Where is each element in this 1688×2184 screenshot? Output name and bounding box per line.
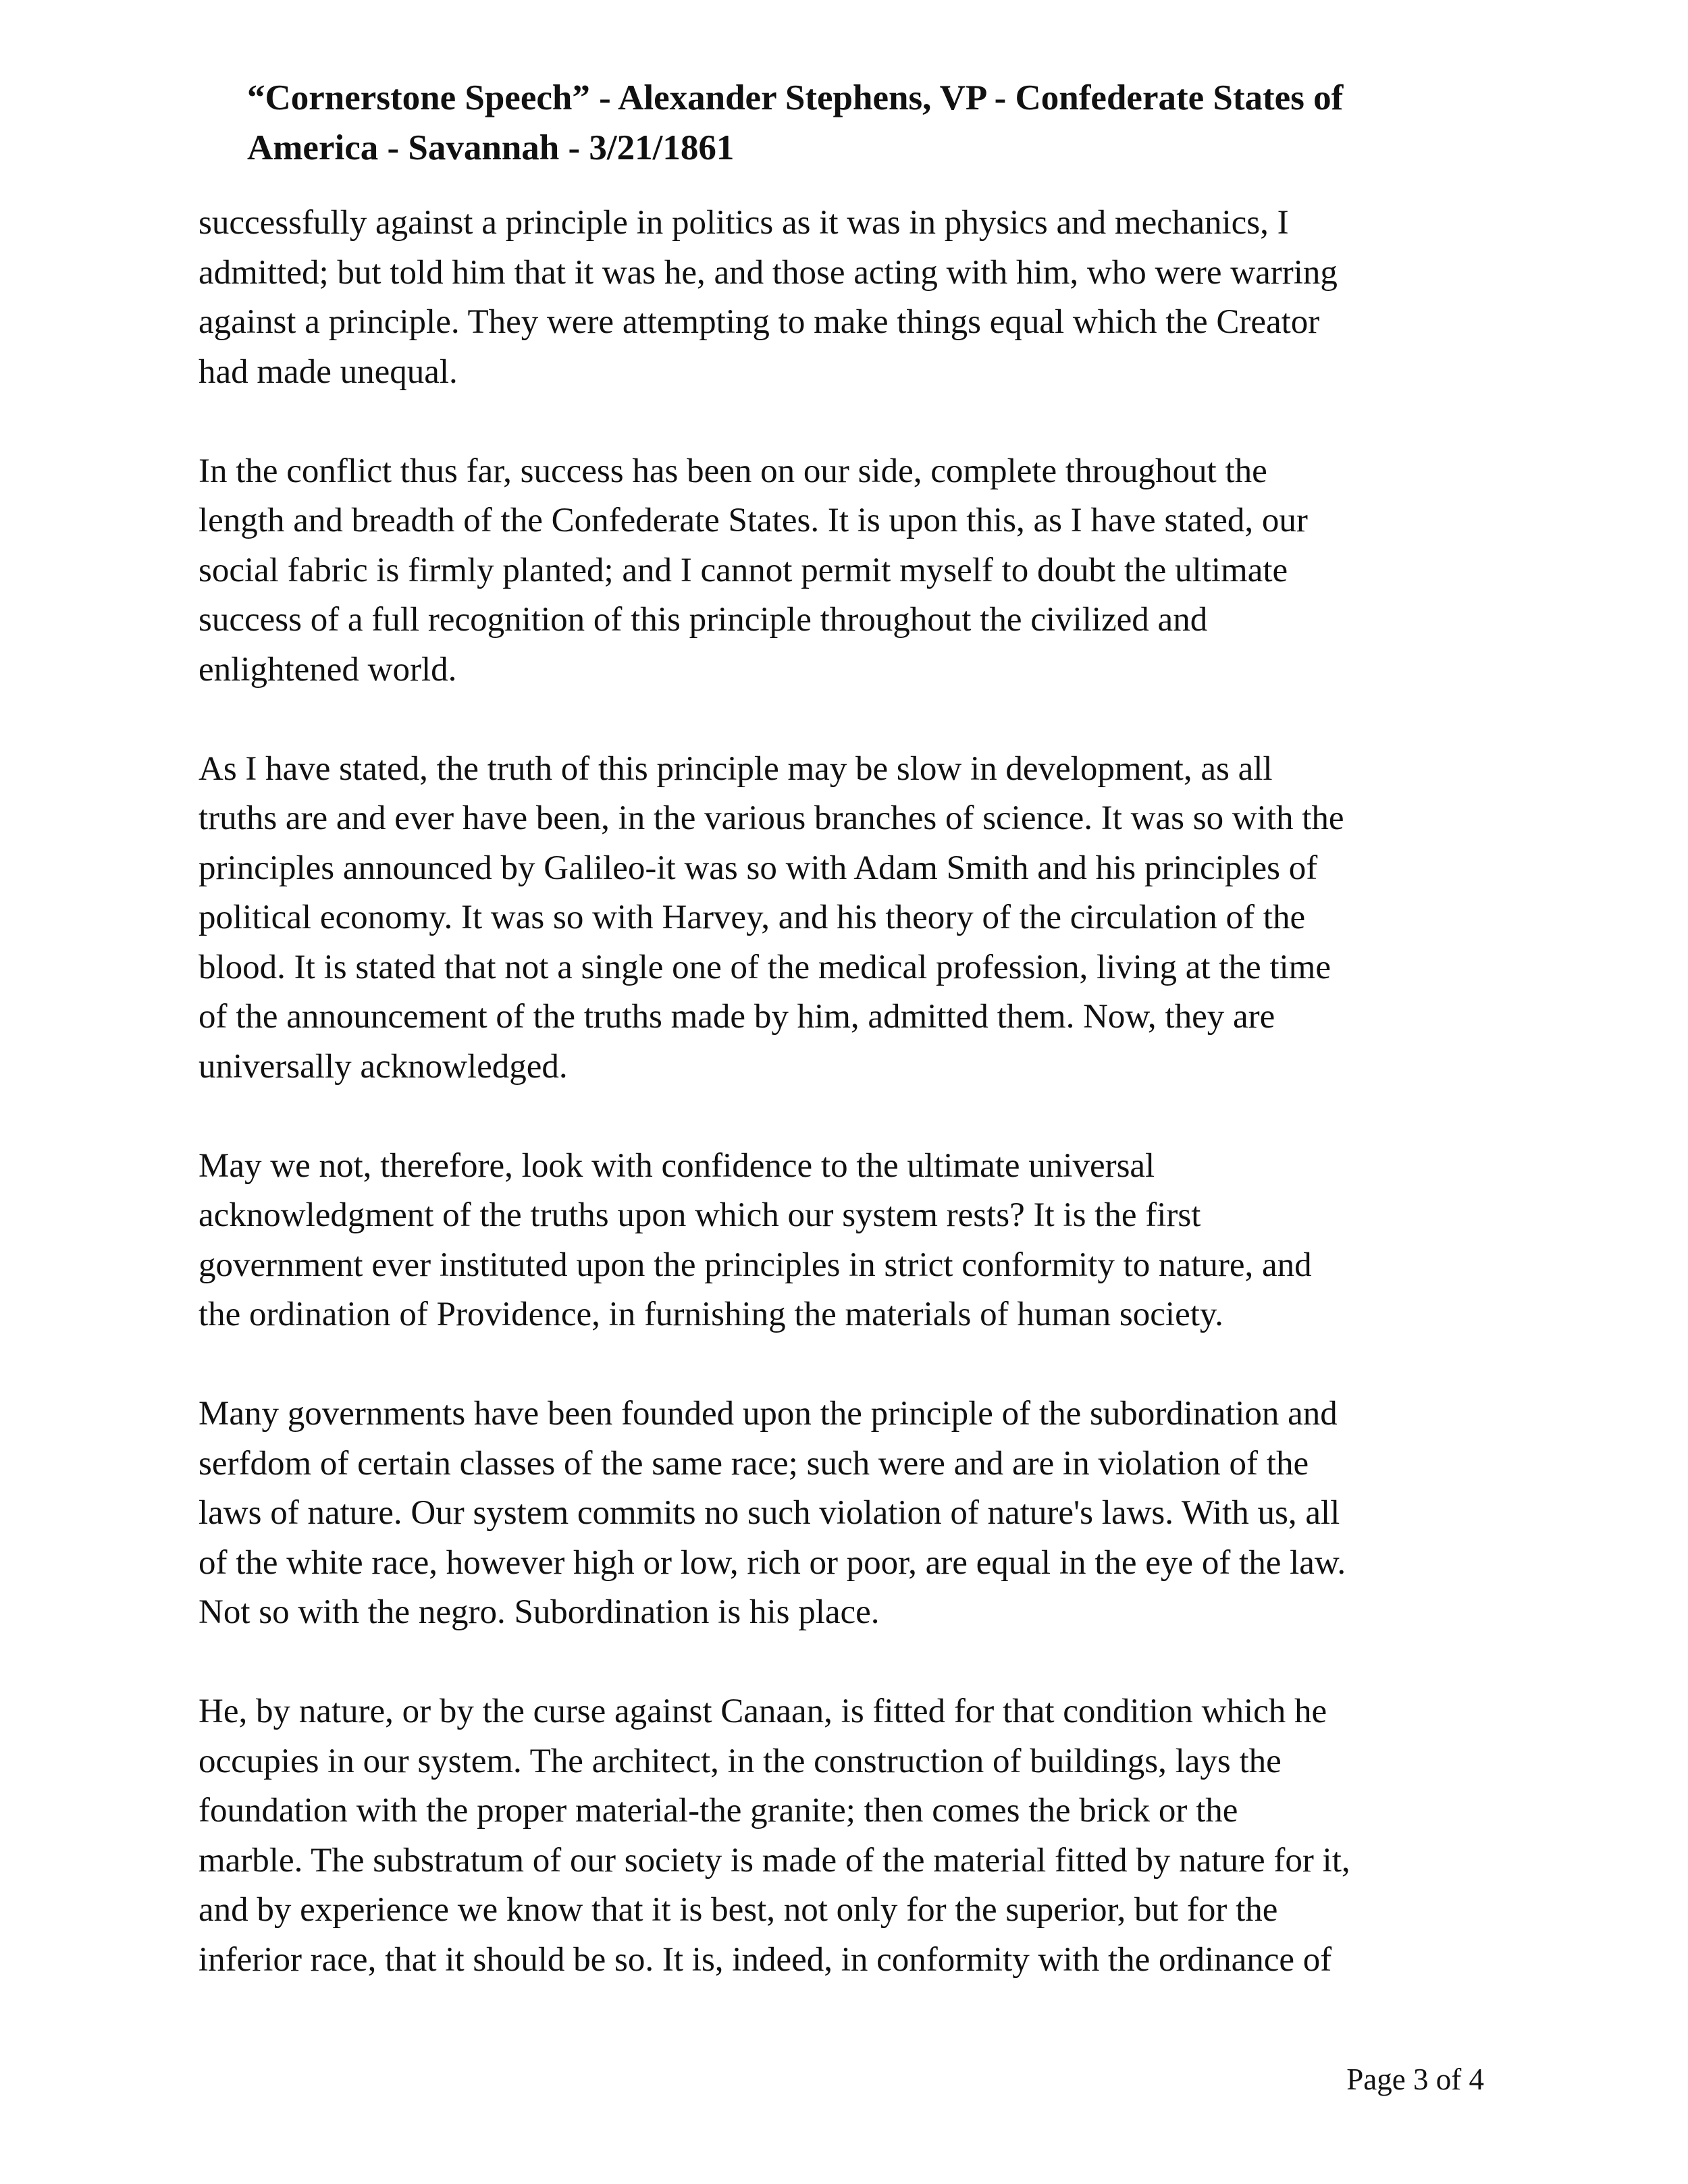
text-line: laws of nature. Our system commits no such violation of nature's laws. With us, all	[199, 1494, 1340, 1532]
text-line: successfully against a principle in politics as it was in physics and mechanics, I	[199, 204, 1289, 242]
text-line: acknowledgment of the truths upon which our system rests? It is the first	[199, 1196, 1201, 1234]
text-line: Many governments have been founded upon the principle of the subordination and	[199, 1395, 1338, 1433]
text-line: length and breadth of the Confederate States. It is upon this, as I have stated, our	[199, 502, 1308, 539]
text-line: and by experience we know that it is best, not only for the superior, but for the	[199, 1891, 1278, 1929]
text-line: marble. The substratum of our society is made of the material fitted by nature for it,	[199, 1841, 1350, 1880]
paragraph-6	[199, 1687, 1502, 1985]
text-line: blood. It is stated that not a single one of the medical profession, living at the time	[199, 948, 1331, 986]
header-line-2: America - Savannah - 3/21/1861	[247, 128, 735, 167]
text-line: admitted; but told him that it was he, and those acting with him, who were warring	[199, 253, 1338, 292]
text-line: In the conflict thus far, success has been on our side, complete throughout the	[199, 452, 1267, 490]
text-line: Not so with the negro. Subordination is his place.	[199, 1593, 880, 1631]
text-line: the ordination of Providence, in furnishing the materials of human society.	[199, 1296, 1223, 1333]
text-line: As I have stated, the truth of this principle may be slow in development, as all	[199, 749, 1273, 788]
text-line: of the white race, however high or low, rich or poor, are equal in the eye of the law.	[199, 1543, 1346, 1582]
paragraph-2	[199, 447, 1502, 695]
text-line: of the announcement of the truths made by him, admitted them. Now, they are	[199, 998, 1275, 1036]
text-line: had made unequal.	[199, 352, 458, 391]
text-line: serfdom of certain classes of the same race; such were and are in violation of the	[199, 1444, 1309, 1483]
paragraph-4	[199, 1142, 1502, 1340]
page-number: Page 3 of 4	[1346, 2062, 1484, 2096]
text-line: foundation with the proper material-the granite; then comes the brick or the	[199, 1792, 1238, 1830]
text-line: social fabric is firmly planted; and I cannot permit myself to doubt the ultimate	[199, 551, 1288, 589]
text-line: against a principle. They were attempting to make things equal which the Creator	[199, 303, 1320, 341]
text-line: truths are and ever have been, in the various branches of science. It was so with the	[199, 799, 1344, 837]
paragraph-1	[199, 198, 1502, 397]
header-line-1: “Cornerstone Speech” - Alexander Stephens, VP - Confederate States of	[247, 78, 1344, 117]
text-line: May we not, therefore, look with confidence to the ultimate universal	[199, 1146, 1155, 1185]
text-line: government ever instituted upon the principles in strict conformity to nature, and	[199, 1246, 1312, 1284]
text-line: enlightened world.	[199, 650, 457, 689]
text-line: universally acknowledged.	[199, 1047, 568, 1086]
text-line: principles announced by Galileo-it was so with Adam Smith and his principles of	[199, 849, 1318, 887]
document-body	[199, 198, 1502, 2035]
text-line: success of a full recognition of this principle throughout the civilized and	[199, 601, 1208, 639]
text-line: inferior race, that it should be so. It is, indeed, in conformity with the ordinance of	[199, 1940, 1332, 1979]
paragraph-3	[199, 745, 1502, 1092]
paragraph-5	[199, 1389, 1502, 1638]
text-line: He, by nature, or by the curse against Canaan, is fitted for that condition which he	[199, 1693, 1327, 1730]
document-header	[247, 73, 1530, 173]
text-line: political economy. It was so with Harvey, and his theory of the circulation of the	[199, 899, 1306, 936]
text-line: occupies in our system. The architect, in the construction of buildings, lays the	[199, 1742, 1282, 1780]
